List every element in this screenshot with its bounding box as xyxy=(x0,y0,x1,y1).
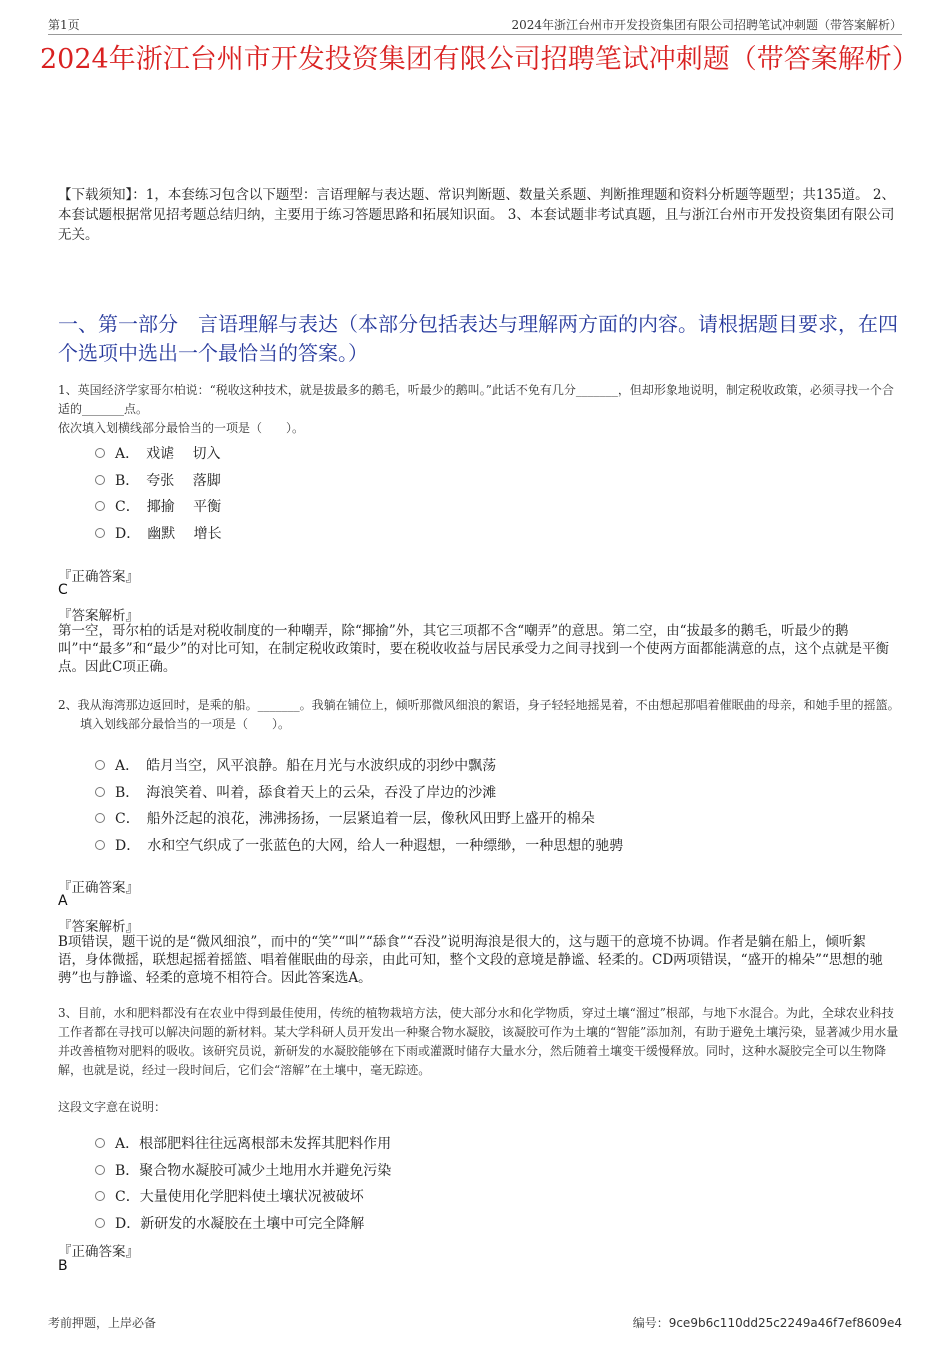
correct-answer: A xyxy=(58,893,68,909)
footer-slogan: 考前押题，上岸必备 xyxy=(48,1316,157,1330)
question-prompt: 这段文字意在说明： xyxy=(58,1100,167,1114)
option-c[interactable] xyxy=(95,1186,900,1213)
section-heading: 一、第一部分 言语理解与表达（本部分包括表达与理解两方面的内容。请根据题目要求，在四个选项中选出一个最恰当的答案。） xyxy=(58,312,898,365)
question-1 xyxy=(58,381,900,438)
option-d[interactable] xyxy=(95,835,900,862)
radio-icon[interactable] xyxy=(95,840,105,850)
question-3-options xyxy=(95,1133,900,1239)
option-label: A． 皓月当空，风平浪静。船在月光与水波织成的羽纱中飘荡 xyxy=(115,758,497,774)
option-b[interactable] xyxy=(95,470,900,497)
option-label: B．聚合物水凝胶可减少土地用水并避免污染 xyxy=(115,1162,392,1179)
option-label: C． 船外泛起的浪花，沸沸扬扬，一层紧追着一层，像秋风田野上盛开的棉朵 xyxy=(115,811,595,827)
option-label: B． 海浪笑着、叫着，舔食着天上的云朵，吞没了岸边的沙滩 xyxy=(115,784,497,801)
radio-icon[interactable] xyxy=(95,1218,105,1228)
radio-icon[interactable] xyxy=(95,1191,105,1201)
option-a[interactable] xyxy=(95,1133,900,1160)
option-b[interactable] xyxy=(95,1160,900,1187)
question-stem: 2、我从海湾那边返回时，是乘的船。_______。我躺在铺位上，倾听那微风细浪的絮语，身子轻轻地摇晃着，不由想起那唱着催眠曲的母亲，和她手里的摇篮。 xyxy=(58,698,900,712)
code-value: 9ce9b6c110dd25c2249a46f7ef8609e4 xyxy=(668,1316,902,1330)
page-footer xyxy=(48,1314,902,1331)
question-1-options xyxy=(95,443,900,549)
analysis-text: B项错误，题干说的是“微风细浪”，而中的“笑”“叫”“舔食”“吞没”说明海浪是很大的，这与题干的意境不协调。作者是躺在船上，倾听絮语，身体微摇，联想起摇着摇篮、唱着催眠曲的母亲，由此可知，整个文段的意境是静谧、轻柔的。CD两项错误，“盛开的棉朵”“思想的驰骋”也与静谧、轻柔的意境不相符合。因此答案选A。 xyxy=(58,934,883,986)
radio-icon[interactable] xyxy=(95,528,105,538)
option-a[interactable] xyxy=(95,755,900,782)
radio-icon[interactable] xyxy=(95,760,105,770)
question-stem: 3、目前，水和肥料都没有在农业中得到最佳使用，传统的植物栽培方法，使大部分水和化学物质，穿过土壤“溜过”根部，与地下水混合。为此，全球农业科技工作者都在寻找可以解决问题的新材料。某大学科研人员开发出一种聚合物水凝胶，该凝胶可作为土壤的“智能”添加剂，有助于避免土壤污染，显著减少用水量并改善植物对肥料的吸收。该研究员说，新研发的水凝胶能够在下雨或灌溉时储存大量水分，然后随着土壤变干缓慢释放。同时，这种水凝胶完全可以生物降解，也就是说，经过一段时间后，它们会“溶解”在土壤中，毫无踪迹。 xyxy=(58,1006,899,1077)
question-3 xyxy=(58,1004,900,1117)
document-title: 2024年浙江台州市开发投资集团有限公司招聘笔试冲刺题（带答案解析） xyxy=(40,44,919,75)
correct-answer-label: 『正确答案』 xyxy=(58,569,139,585)
question-2-options xyxy=(95,755,900,861)
question-prompt: 依次填入划横线部分最恰当的一项是（ ）。 xyxy=(58,421,305,435)
radio-icon[interactable] xyxy=(95,501,105,511)
radio-icon[interactable] xyxy=(95,1165,105,1175)
code-label: 编号： xyxy=(632,1316,669,1330)
option-label: D． 幽默 增长 xyxy=(115,525,222,542)
question-prompt: 填入划线部分最恰当的一项是（ ）。 xyxy=(80,717,291,731)
option-c[interactable] xyxy=(95,496,900,523)
radio-icon[interactable] xyxy=(95,475,105,485)
document-code xyxy=(633,1314,902,1331)
correct-answer: C xyxy=(58,582,68,598)
radio-icon[interactable] xyxy=(95,448,105,458)
question-2 xyxy=(58,696,900,734)
option-b[interactable] xyxy=(95,782,900,809)
analysis-text: 第一空，哥尔柏的话是对税收制度的一种嘲弄，除“揶揄”外，其它三项都不含“嘲弄”的意思。第二空，由“拔最多的鹅毛，听最少的鹅叫”中“最多”和“最少”的对比可知，在制定税收政策时，要在税收收益与居民承受力之间寻找到一个使两方面都能满意的点，这个点就是平衡点。因此C项正确。 xyxy=(58,623,890,675)
option-c[interactable] xyxy=(95,808,900,835)
option-label: B． 夸张 落脚 xyxy=(115,472,221,489)
analysis-label: 『答案解析』 xyxy=(58,919,139,935)
option-d[interactable] xyxy=(95,1213,900,1240)
radio-icon[interactable] xyxy=(95,1138,105,1148)
radio-icon[interactable] xyxy=(95,813,105,823)
option-label: A． 戏谑 切入 xyxy=(115,446,221,462)
header-doc-title: 2024年浙江台州市开发投资集团有限公司招聘笔试冲刺题（带答案解析） xyxy=(511,18,902,32)
correct-answer-label: 『正确答案』 xyxy=(58,880,139,896)
download-notice: 【下载须知】：1，本套练习包含以下题型：言语理解与表达题、常识判断题、数量关系题、判断推理题和资料分析题等题型；共135道。 2、本套试题根据常见招考题总结归纳，主要用于练习答题思路和拓展知识面。 3、本套试题非考试真题，且与浙江台州市开发投资集团有限公司无关。 xyxy=(58,187,895,243)
option-label: D． 水和空气织成了一张蓝色的大网，给人一种遐想，一种缥缈，一种思想的驰骋 xyxy=(115,837,624,854)
option-d[interactable] xyxy=(95,523,900,550)
option-a[interactable] xyxy=(95,443,900,470)
option-label: A．根部肥料往往远离根部未发挥其肥料作用 xyxy=(115,1136,392,1152)
option-label: D．新研发的水凝胶在土壤中可完全降解 xyxy=(115,1215,365,1232)
analysis-label: 『答案解析』 xyxy=(58,608,139,624)
header-divider xyxy=(48,34,902,35)
radio-icon[interactable] xyxy=(95,787,105,797)
option-label: C．大量使用化学肥料使土壤状况被破坏 xyxy=(115,1189,364,1205)
option-label: C． 揶揄 平衡 xyxy=(115,499,222,515)
page-number: 第1页 xyxy=(48,18,80,32)
question-stem: 1、英国经济学家哥尔柏说：“税收这种技术，就是拔最多的鹅毛，听最少的鹅叫。”此话不免有几分_______，但却形象地说明，制定税收政策，必须寻找一个合适的_______点。 xyxy=(58,383,894,416)
correct-answer: B xyxy=(58,1258,68,1274)
page-header xyxy=(48,16,902,34)
correct-answer-label: 『正确答案』 xyxy=(58,1244,139,1260)
